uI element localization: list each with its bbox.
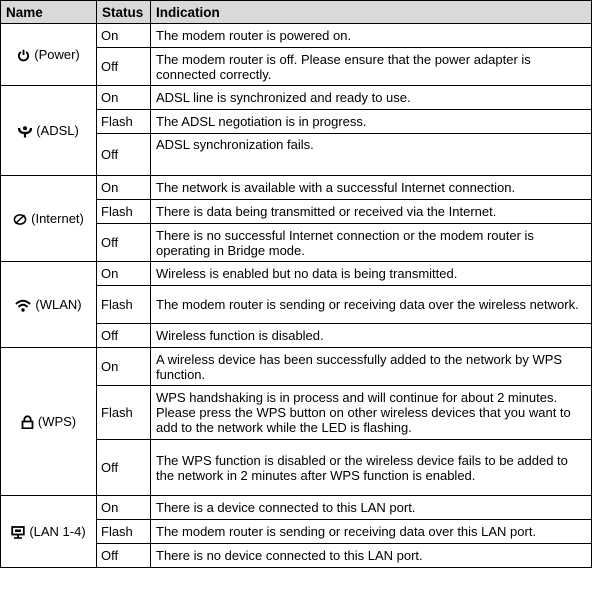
led-label: (Power) (34, 46, 80, 62)
indication-cell: The WPS function is disabled or the wireless device fails to be added to the network in 2 minutes after WPS function is enabled. (151, 440, 592, 496)
status-cell: Off (97, 544, 151, 568)
internet-icon (13, 213, 27, 226)
status-cell: On (97, 496, 151, 520)
led-wps (1, 348, 97, 496)
indication-cell: ADSL line is synchronized and ready to use. (151, 86, 592, 110)
header-status: Status (97, 1, 151, 24)
indication-cell: The modem router is off. Please ensure that the power adapter is connected correctly. (151, 48, 592, 86)
header-indication: Indication (151, 1, 592, 24)
led-power (1, 24, 97, 86)
indication-cell: The modem router is powered on. (151, 24, 592, 48)
indication-cell: ADSL synchronization fails. (151, 134, 592, 176)
status-cell: Off (97, 134, 151, 176)
wlan-icon (15, 299, 31, 312)
indication-cell: Wireless function is disabled. (151, 324, 592, 348)
status-cell: Flash (97, 386, 151, 440)
indication-cell: The modem router is sending or receiving data over the wireless network. (151, 286, 592, 324)
status-cell: On (97, 262, 151, 286)
indication-cell: The network is available with a successful Internet connection. (151, 176, 592, 200)
table-row (1, 24, 592, 48)
status-cell: Flash (97, 286, 151, 324)
adsl-icon (18, 125, 32, 138)
table-row (1, 86, 592, 110)
indication-cell: There is no successful Internet connection or the modem router is operating in Bridge mode. (151, 224, 592, 262)
header-name: Name (1, 1, 97, 24)
status-cell: On (97, 24, 151, 48)
indication-cell: The ADSL negotiation is in progress. (151, 110, 592, 134)
status-cell: On (97, 86, 151, 110)
status-cell: Off (97, 440, 151, 496)
led-label: (ADSL) (36, 122, 79, 138)
led-label: (WLAN) (35, 296, 82, 312)
lan-icon (11, 526, 25, 539)
status-cell: Off (97, 324, 151, 348)
power-icon (17, 49, 30, 62)
led-label: (LAN 1-4) (29, 523, 86, 539)
table-row (1, 176, 592, 200)
status-cell: Off (97, 224, 151, 262)
indication-cell: WPS handshaking is in process and will continue for about 2 minutes. Please press the WPS button on other wireless devices that you want to add to the network while the LED is flashing. (151, 386, 592, 440)
status-cell: Flash (97, 200, 151, 224)
led-adsl (1, 86, 97, 176)
led-label: (WPS) (37, 413, 77, 429)
indication-cell: There is a device connected to this LAN port. (151, 496, 592, 520)
status-cell: On (97, 176, 151, 200)
led-label: (Internet) (31, 210, 84, 226)
led-internet (1, 176, 97, 262)
table-row (1, 262, 592, 286)
status-cell: Off (97, 48, 151, 86)
table-header-row (1, 1, 592, 24)
status-cell: On (97, 348, 151, 386)
lock-icon (21, 415, 34, 429)
indication-cell: A wireless device has been successfully added to the network by WPS function. (151, 348, 592, 386)
indication-cell: There is data being transmitted or received via the Internet. (151, 200, 592, 224)
status-cell: Flash (97, 520, 151, 544)
indication-cell: Wireless is enabled but no data is being transmitted. (151, 262, 592, 286)
table-row (1, 348, 592, 386)
status-cell: Flash (97, 110, 151, 134)
led-lan (1, 496, 97, 568)
table-row (1, 496, 592, 520)
indication-cell: The modem router is sending or receiving data over this LAN port. (151, 520, 592, 544)
led-wlan (1, 262, 97, 348)
indication-cell: There is no device connected to this LAN port. (151, 544, 592, 568)
